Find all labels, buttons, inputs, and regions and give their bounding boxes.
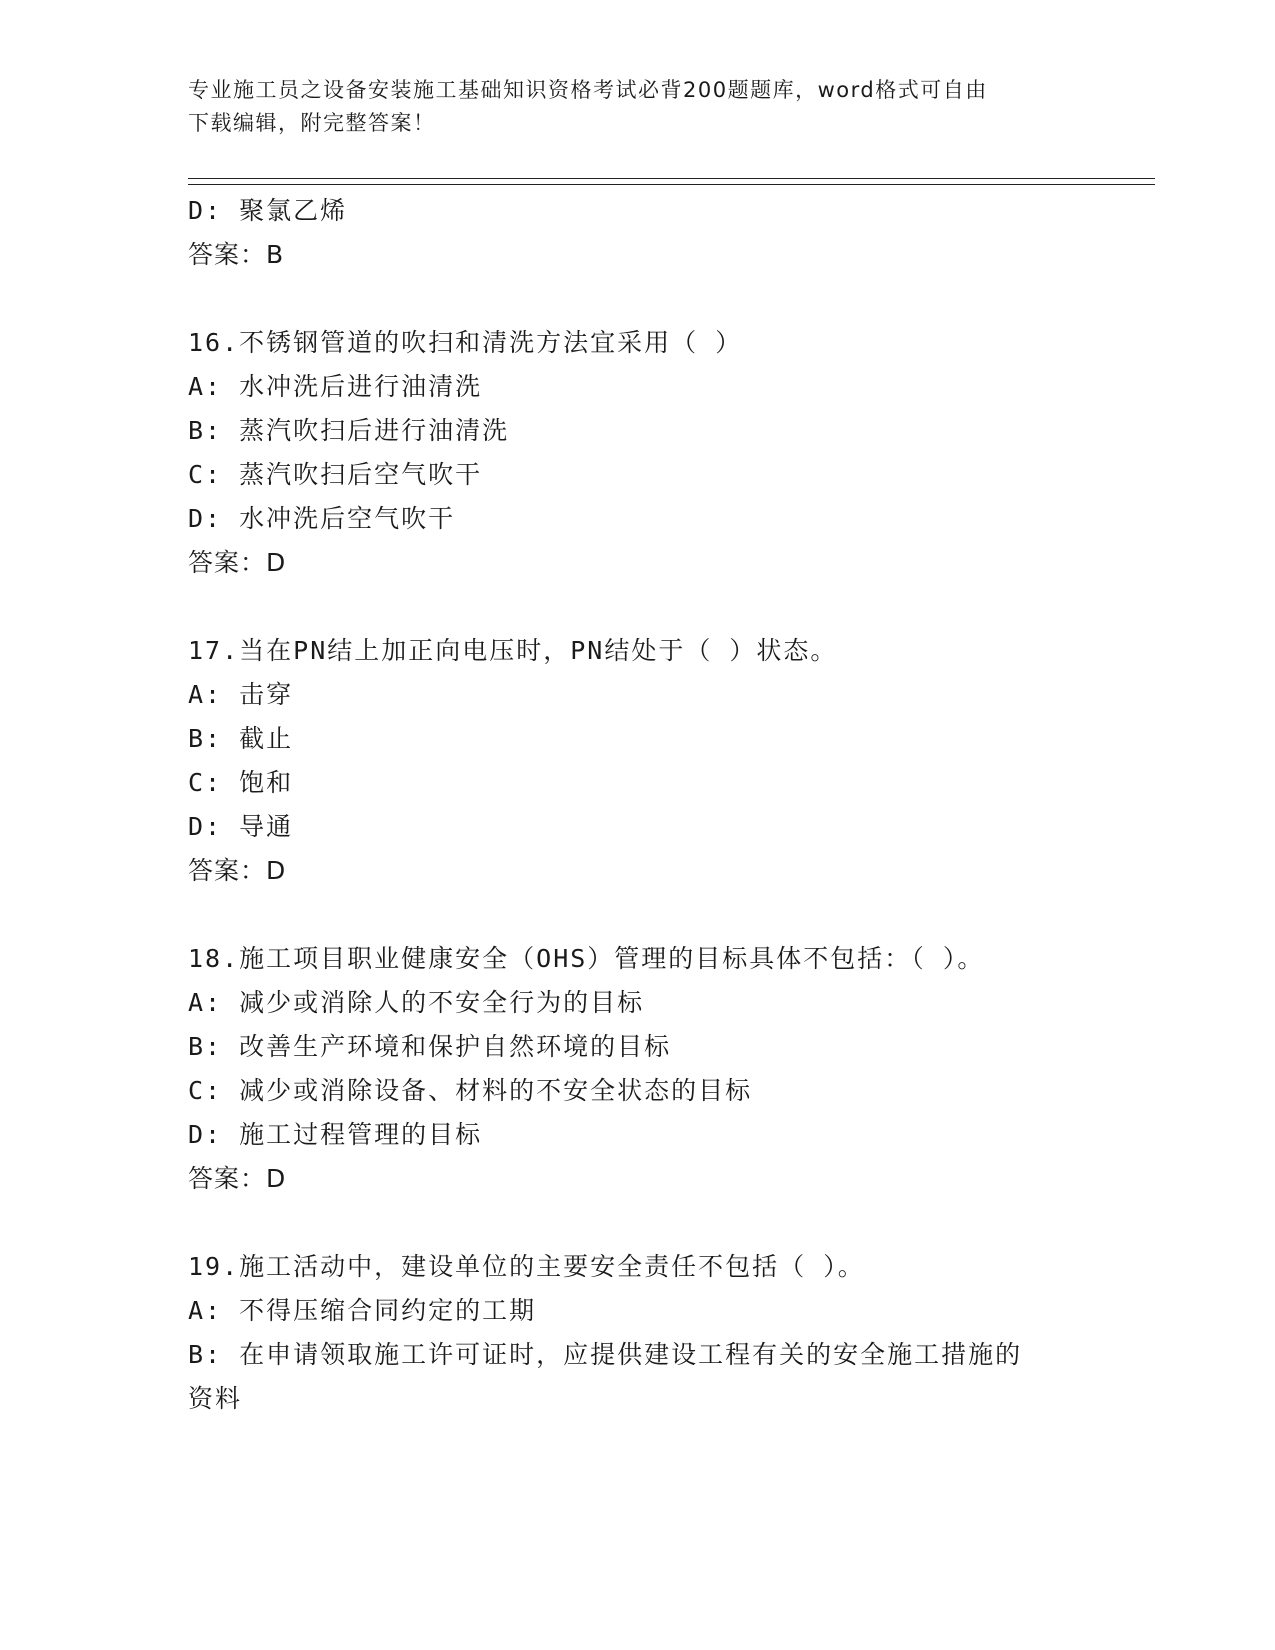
- option-a: A: 水冲洗后进行油清洗: [188, 372, 483, 401]
- option-b: B: 在申请领取施工许可证时，应提供建设工程有关的安全施工措施的: [188, 1340, 1023, 1369]
- answer: 答案：B: [188, 240, 285, 269]
- question-19: 19.施工活动中，建设单位的主要安全责任不包括（ ）。: [188, 1252, 865, 1281]
- document-header: [188, 74, 1068, 140]
- header-line-1: 专业施工员之设备安装施工基础知识资格考试必背200题题库，word格式可自由: [188, 78, 988, 102]
- option-d: D: 水冲洗后空气吹干: [188, 504, 456, 533]
- option-c: C: 减少或消除设备、材料的不安全状态的目标: [188, 1076, 753, 1105]
- question-16: 16.不锈钢管道的吹扫和清洗方法宜采用（ ）: [188, 328, 743, 357]
- option-c: C: 蒸汽吹扫后空气吹干: [188, 460, 483, 489]
- option-c: C: 饱和: [188, 768, 294, 797]
- header-divider-top: [188, 178, 1155, 179]
- option-d: D: 导通: [188, 812, 294, 841]
- option-b: B: 截止: [188, 724, 294, 753]
- option-a: A: 不得压缩合同约定的工期: [188, 1296, 537, 1325]
- question-18: 18.施工项目职业健康安全（OHS）管理的目标具体不包括：（ ）。: [188, 944, 985, 973]
- question-17: 17.当在PN结上加正向电压时，PN结处于（ ）状态。: [188, 636, 838, 665]
- header-divider-bottom: [188, 184, 1155, 185]
- option-b: B: 改善生产环境和保护自然环境的目标: [188, 1032, 672, 1061]
- option-b-continued: 资料: [188, 1384, 243, 1413]
- answer: 答案：D: [188, 548, 287, 577]
- option-d: D: 施工过程管理的目标: [188, 1120, 483, 1149]
- option-d: D: 聚氯乙烯: [188, 196, 348, 225]
- option-a: A: 减少或消除人的不安全行为的目标: [188, 988, 645, 1017]
- header-line-2: 下载编辑，附完整答案！: [188, 111, 436, 135]
- answer: 答案：D: [188, 856, 287, 885]
- option-b: B: 蒸汽吹扫后进行油清洗: [188, 416, 510, 445]
- option-a: A: 击穿: [188, 680, 294, 709]
- answer: 答案：D: [188, 1164, 287, 1193]
